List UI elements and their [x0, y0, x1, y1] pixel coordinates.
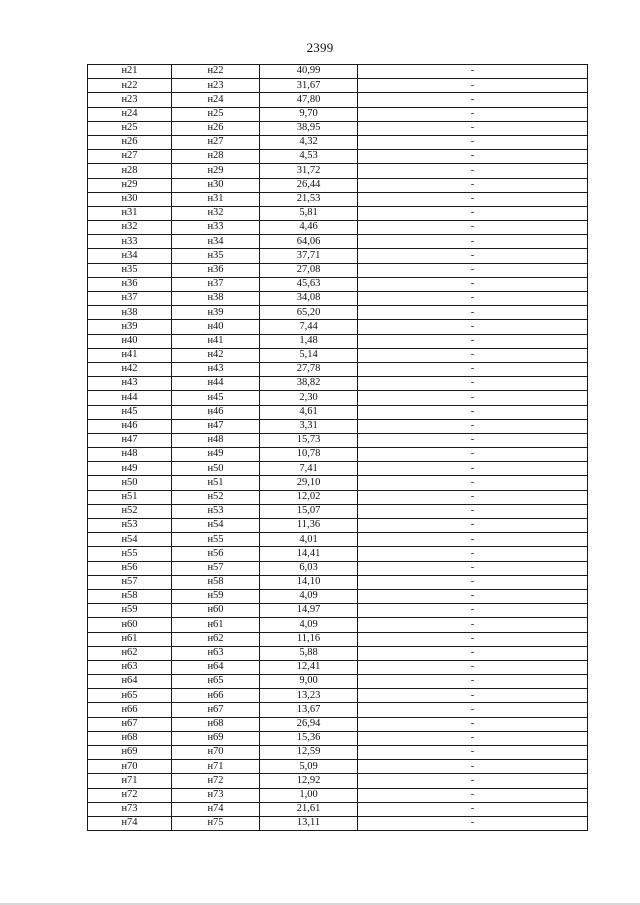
length-cell: 4,32 [260, 135, 358, 149]
table-row [88, 292, 588, 306]
point-from-cell: н22 [88, 79, 172, 93]
point-from-cell: н26 [88, 135, 172, 149]
point-to-cell: н57 [172, 561, 260, 575]
note-cell: - [358, 362, 588, 376]
table-row [88, 277, 588, 291]
point-to-cell: н26 [172, 121, 260, 135]
note-cell: - [358, 547, 588, 561]
point-to-cell: н68 [172, 717, 260, 731]
note-cell: - [358, 192, 588, 206]
table-row [88, 490, 588, 504]
table-row [88, 589, 588, 603]
point-to-cell: н47 [172, 419, 260, 433]
length-cell: 4,61 [260, 405, 358, 419]
note-cell: - [358, 334, 588, 348]
point-to-cell: н58 [172, 575, 260, 589]
point-from-cell: н27 [88, 150, 172, 164]
point-from-cell: н30 [88, 192, 172, 206]
boundary-points-table [87, 64, 588, 831]
note-cell: - [358, 79, 588, 93]
length-cell: 7,41 [260, 462, 358, 476]
note-cell: - [358, 504, 588, 518]
point-to-cell: н63 [172, 646, 260, 660]
point-to-cell: н59 [172, 589, 260, 603]
length-cell: 14,97 [260, 604, 358, 618]
point-from-cell: н37 [88, 292, 172, 306]
table-row [88, 65, 588, 79]
length-cell: 3,31 [260, 419, 358, 433]
table-row [88, 575, 588, 589]
table-row [88, 660, 588, 674]
point-to-cell: н67 [172, 703, 260, 717]
table-row [88, 816, 588, 830]
note-cell: - [358, 575, 588, 589]
length-cell: 45,63 [260, 277, 358, 291]
length-cell: 21,61 [260, 802, 358, 816]
table-row [88, 334, 588, 348]
point-from-cell: н47 [88, 433, 172, 447]
note-cell: - [358, 206, 588, 220]
table-row [88, 462, 588, 476]
table-row [88, 235, 588, 249]
note-cell: - [358, 618, 588, 632]
table-row [88, 448, 588, 462]
note-cell: - [358, 121, 588, 135]
table-row [88, 391, 588, 405]
note-cell: - [358, 646, 588, 660]
table-row [88, 519, 588, 533]
point-from-cell: н39 [88, 320, 172, 334]
note-cell: - [358, 462, 588, 476]
point-to-cell: н64 [172, 660, 260, 674]
note-cell: - [358, 490, 588, 504]
point-from-cell: н34 [88, 249, 172, 263]
note-cell: - [358, 277, 588, 291]
table-row [88, 675, 588, 689]
length-cell: 38,82 [260, 377, 358, 391]
length-cell: 2,30 [260, 391, 358, 405]
length-cell: 40,99 [260, 65, 358, 79]
table-row [88, 731, 588, 745]
point-from-cell: н50 [88, 476, 172, 490]
point-to-cell: н35 [172, 249, 260, 263]
table-row [88, 788, 588, 802]
length-cell: 13,23 [260, 689, 358, 703]
point-to-cell: н62 [172, 632, 260, 646]
length-cell: 26,44 [260, 178, 358, 192]
point-to-cell: н34 [172, 235, 260, 249]
length-cell: 4,09 [260, 618, 358, 632]
length-cell: 65,20 [260, 306, 358, 320]
length-cell: 47,80 [260, 93, 358, 107]
point-from-cell: н44 [88, 391, 172, 405]
point-to-cell: н49 [172, 448, 260, 462]
point-to-cell: н48 [172, 433, 260, 447]
note-cell: - [358, 604, 588, 618]
point-from-cell: н54 [88, 533, 172, 547]
point-to-cell: н42 [172, 348, 260, 362]
point-from-cell: н35 [88, 263, 172, 277]
note-cell: - [358, 164, 588, 178]
note-cell: - [358, 93, 588, 107]
length-cell: 1,00 [260, 788, 358, 802]
table-row [88, 107, 588, 121]
table-row [88, 618, 588, 632]
point-from-cell: н36 [88, 277, 172, 291]
point-to-cell: н52 [172, 490, 260, 504]
length-cell: 29,10 [260, 476, 358, 490]
length-cell: 27,08 [260, 263, 358, 277]
length-cell: 5,81 [260, 206, 358, 220]
table-row [88, 221, 588, 235]
point-from-cell: н51 [88, 490, 172, 504]
point-from-cell: н42 [88, 362, 172, 376]
table-row [88, 263, 588, 277]
point-to-cell: н65 [172, 675, 260, 689]
point-to-cell: н60 [172, 604, 260, 618]
note-cell: - [358, 178, 588, 192]
point-from-cell: н73 [88, 802, 172, 816]
length-cell: 13,67 [260, 703, 358, 717]
table-row [88, 632, 588, 646]
table-row [88, 362, 588, 376]
note-cell: - [358, 107, 588, 121]
note-cell: - [358, 802, 588, 816]
note-cell: - [358, 65, 588, 79]
point-from-cell: н62 [88, 646, 172, 660]
note-cell: - [358, 306, 588, 320]
point-to-cell: н38 [172, 292, 260, 306]
note-cell: - [358, 717, 588, 731]
point-from-cell: н33 [88, 235, 172, 249]
table-row [88, 121, 588, 135]
length-cell: 31,72 [260, 164, 358, 178]
table-row [88, 306, 588, 320]
length-cell: 12,41 [260, 660, 358, 674]
note-cell: - [358, 320, 588, 334]
length-cell: 34,08 [260, 292, 358, 306]
length-cell: 4,53 [260, 150, 358, 164]
point-from-cell: н70 [88, 760, 172, 774]
length-cell: 15,73 [260, 433, 358, 447]
note-cell: - [358, 533, 588, 547]
table-row [88, 249, 588, 263]
point-to-cell: н36 [172, 263, 260, 277]
note-cell: - [358, 816, 588, 830]
table-row [88, 348, 588, 362]
note-cell: - [358, 476, 588, 490]
note-cell: - [358, 703, 588, 717]
point-from-cell: н63 [88, 660, 172, 674]
point-to-cell: н71 [172, 760, 260, 774]
table-row [88, 504, 588, 518]
note-cell: - [358, 660, 588, 674]
note-cell: - [358, 788, 588, 802]
point-from-cell: н67 [88, 717, 172, 731]
point-to-cell: н51 [172, 476, 260, 490]
note-cell: - [358, 433, 588, 447]
note-cell: - [358, 675, 588, 689]
table-row [88, 561, 588, 575]
point-from-cell: н72 [88, 788, 172, 802]
point-from-cell: н32 [88, 221, 172, 235]
length-cell: 21,53 [260, 192, 358, 206]
length-cell: 11,16 [260, 632, 358, 646]
point-to-cell: н55 [172, 533, 260, 547]
length-cell: 7,44 [260, 320, 358, 334]
table-row [88, 405, 588, 419]
length-cell: 9,00 [260, 675, 358, 689]
point-to-cell: н41 [172, 334, 260, 348]
length-cell: 15,36 [260, 731, 358, 745]
length-cell: 9,70 [260, 107, 358, 121]
table-row [88, 476, 588, 490]
point-to-cell: н45 [172, 391, 260, 405]
page-number: 2399 [306, 40, 334, 55]
table-row [88, 320, 588, 334]
note-cell: - [358, 135, 588, 149]
point-from-cell: н57 [88, 575, 172, 589]
point-from-cell: н31 [88, 206, 172, 220]
point-to-cell: н37 [172, 277, 260, 291]
point-from-cell: н43 [88, 377, 172, 391]
length-cell: 12,59 [260, 746, 358, 760]
point-to-cell: н72 [172, 774, 260, 788]
table-row [88, 646, 588, 660]
point-from-cell: н55 [88, 547, 172, 561]
table-row [88, 377, 588, 391]
point-from-cell: н40 [88, 334, 172, 348]
point-from-cell: н52 [88, 504, 172, 518]
point-to-cell: н22 [172, 65, 260, 79]
length-cell: 4,01 [260, 533, 358, 547]
note-cell: - [358, 419, 588, 433]
length-cell: 27,78 [260, 362, 358, 376]
length-cell: 26,94 [260, 717, 358, 731]
note-cell: - [358, 561, 588, 575]
point-to-cell: н50 [172, 462, 260, 476]
note-cell: - [358, 689, 588, 703]
note-cell: - [358, 405, 588, 419]
length-cell: 11,36 [260, 519, 358, 533]
point-from-cell: н59 [88, 604, 172, 618]
point-from-cell: н46 [88, 419, 172, 433]
length-cell: 64,06 [260, 235, 358, 249]
point-from-cell: н56 [88, 561, 172, 575]
note-cell: - [358, 221, 588, 235]
point-to-cell: н23 [172, 79, 260, 93]
table-row [88, 533, 588, 547]
point-from-cell: н48 [88, 448, 172, 462]
point-from-cell: н61 [88, 632, 172, 646]
point-from-cell: н25 [88, 121, 172, 135]
note-cell: - [358, 746, 588, 760]
table-body [88, 65, 588, 831]
point-from-cell: н28 [88, 164, 172, 178]
point-to-cell: н40 [172, 320, 260, 334]
point-from-cell: н45 [88, 405, 172, 419]
table-row [88, 164, 588, 178]
note-cell: - [358, 263, 588, 277]
note-cell: - [358, 292, 588, 306]
length-cell: 12,02 [260, 490, 358, 504]
point-to-cell: н70 [172, 746, 260, 760]
point-to-cell: н28 [172, 150, 260, 164]
point-from-cell: н49 [88, 462, 172, 476]
point-from-cell: н71 [88, 774, 172, 788]
point-to-cell: н29 [172, 164, 260, 178]
length-cell: 14,41 [260, 547, 358, 561]
table-row [88, 717, 588, 731]
point-from-cell: н24 [88, 107, 172, 121]
point-to-cell: н74 [172, 802, 260, 816]
note-cell: - [358, 448, 588, 462]
point-to-cell: н53 [172, 504, 260, 518]
table-row [88, 419, 588, 433]
point-to-cell: н30 [172, 178, 260, 192]
point-from-cell: н38 [88, 306, 172, 320]
length-cell: 1,48 [260, 334, 358, 348]
table-row [88, 802, 588, 816]
point-from-cell: н64 [88, 675, 172, 689]
note-cell: - [358, 519, 588, 533]
point-from-cell: н53 [88, 519, 172, 533]
point-from-cell: н65 [88, 689, 172, 703]
table-row [88, 192, 588, 206]
point-from-cell: н68 [88, 731, 172, 745]
table-row [88, 604, 588, 618]
table-row [88, 774, 588, 788]
note-cell: - [358, 150, 588, 164]
length-cell: 12,92 [260, 774, 358, 788]
length-cell: 5,14 [260, 348, 358, 362]
length-cell: 5,09 [260, 760, 358, 774]
point-from-cell: н69 [88, 746, 172, 760]
note-cell: - [358, 589, 588, 603]
point-to-cell: н33 [172, 221, 260, 235]
length-cell: 5,88 [260, 646, 358, 660]
point-from-cell: н21 [88, 65, 172, 79]
point-from-cell: н60 [88, 618, 172, 632]
point-to-cell: н32 [172, 206, 260, 220]
length-cell: 15,07 [260, 504, 358, 518]
length-cell: 38,95 [260, 121, 358, 135]
table-row [88, 433, 588, 447]
point-to-cell: н54 [172, 519, 260, 533]
length-cell: 4,09 [260, 589, 358, 603]
point-from-cell: н41 [88, 348, 172, 362]
point-from-cell: н74 [88, 816, 172, 830]
note-cell: - [358, 391, 588, 405]
point-to-cell: н56 [172, 547, 260, 561]
length-cell: 10,78 [260, 448, 358, 462]
table-row [88, 79, 588, 93]
point-to-cell: н27 [172, 135, 260, 149]
length-cell: 14,10 [260, 575, 358, 589]
note-cell: - [358, 774, 588, 788]
point-to-cell: н25 [172, 107, 260, 121]
length-cell: 31,67 [260, 79, 358, 93]
point-to-cell: н61 [172, 618, 260, 632]
table-row [88, 746, 588, 760]
point-from-cell: н29 [88, 178, 172, 192]
table-row [88, 150, 588, 164]
note-cell: - [358, 377, 588, 391]
note-cell: - [358, 731, 588, 745]
length-cell: 4,46 [260, 221, 358, 235]
length-cell: 37,71 [260, 249, 358, 263]
note-cell: - [358, 760, 588, 774]
point-to-cell: н69 [172, 731, 260, 745]
note-cell: - [358, 235, 588, 249]
table-row [88, 760, 588, 774]
point-to-cell: н24 [172, 93, 260, 107]
table-row [88, 135, 588, 149]
point-to-cell: н44 [172, 377, 260, 391]
point-to-cell: н31 [172, 192, 260, 206]
table-row [88, 703, 588, 717]
point-to-cell: н46 [172, 405, 260, 419]
table-row [88, 689, 588, 703]
note-cell: - [358, 249, 588, 263]
point-from-cell: н58 [88, 589, 172, 603]
point-to-cell: н73 [172, 788, 260, 802]
length-cell: 13,11 [260, 816, 358, 830]
length-cell: 6,03 [260, 561, 358, 575]
table-row [88, 93, 588, 107]
point-to-cell: н39 [172, 306, 260, 320]
table-row [88, 178, 588, 192]
point-to-cell: н66 [172, 689, 260, 703]
note-cell: - [358, 632, 588, 646]
point-from-cell: н66 [88, 703, 172, 717]
point-to-cell: н75 [172, 816, 260, 830]
table-row [88, 206, 588, 220]
point-to-cell: н43 [172, 362, 260, 376]
note-cell: - [358, 348, 588, 362]
point-from-cell: н23 [88, 93, 172, 107]
table-row [88, 547, 588, 561]
